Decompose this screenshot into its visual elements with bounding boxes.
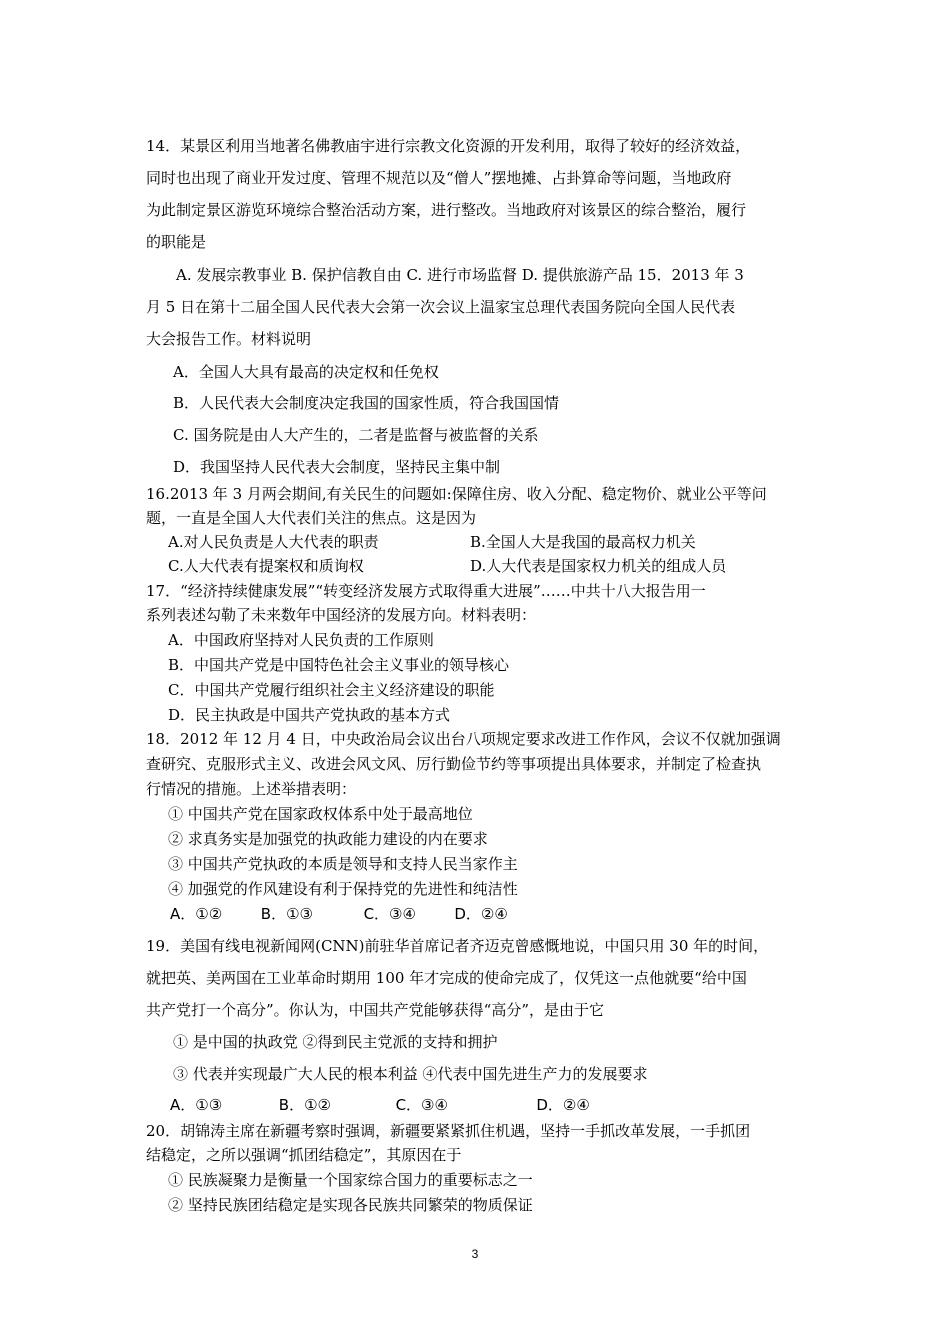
text-line: 题，一直是全国人大代表们关注的焦点。这是因为 — [146, 509, 477, 527]
text-line: ② 求真务实是加强党的执政能力建设的内在要求 — [168, 830, 488, 848]
text-line: 17．“经济持续健康发展”“转变经济发展方式取得重大进展”……中共十八大报告用一 — [146, 582, 706, 600]
text-line: 同时也出现了商业开发过度、管理不规范以及“僧人”摆地摊、占卦算命等问题，当地政府 — [146, 169, 732, 187]
text-line: 为此制定景区游览环境综合整治活动方案，进行整改。当地政府对该景区的综合整治，履行 — [146, 201, 747, 219]
text-line: ① 是中国的执政党 ②得到民主党派的支持和拥护 — [173, 1033, 498, 1051]
q19-option-a: A．①③ — [170, 1096, 223, 1114]
text-line: 大会报告工作。材料说明 — [146, 330, 312, 348]
text-line: 系列表述勾勒了未来数年中国经济的发展方向。材料表明： — [146, 606, 537, 624]
text-line: 查研究、克服形式主义、改进会风文风、厉行勤俭节约等事项提出具体要求，并制定了检查执 — [146, 755, 762, 773]
text-line: 14．某景区利用当地著名佛教庙宇进行宗教文化资源的开发利用，取得了较好的经济效益， — [146, 137, 751, 155]
text-line: A. 发展宗教事业 B. 保护信教自由 C. 进行市场监督 D. 提供旅游产品 15．2013 年 3 — [176, 266, 744, 284]
text-line: C．中国共产党履行组织社会主义经济建设的职能 — [168, 681, 495, 699]
text-line: 18．2012 年 12 月 4 日，中央政治局会议出台八项规定要求改进工作作风，会议不仅就加强调 — [146, 730, 781, 748]
text-line: D．我国坚持人民代表大会制度，坚持民主集中制 — [173, 458, 501, 476]
q19-options — [170, 1095, 840, 1115]
text-line: 就把英、美两国在工业革命时期用 100 年才完成的使命完成了，仅凭这一点他就要“给中国 — [146, 969, 747, 987]
text-line: 20．胡锦涛主席在新疆考察时强调，新疆要紧紧抓住机遇，坚持一手抓改革发展，一手抓团 — [146, 1122, 751, 1140]
text-line: C. 国务院是由人大产生的，二者是监督与被监督的关系 — [173, 426, 539, 444]
q18-option-c: C．③④ — [363, 905, 416, 923]
text-line: ③ 代表并实现最广大人民的根本利益 ④代表中国先进生产力的发展要求 — [173, 1065, 648, 1083]
text-line: ② 坚持民族团结稳定是实现各民族共同繁荣的物质保证 — [168, 1196, 533, 1214]
text-line: 结稳定，之所以强调“抓团结稳定”，其原因在于 — [146, 1146, 462, 1164]
text-line: 月 5 日在第十二届全国人民代表大会第一次会议上温家宝总理代表国务院向全国人民代表 — [146, 298, 736, 316]
text-line: A．全国人大具有最高的决定权和任免权 — [173, 363, 439, 381]
text-line: A.对人民负责是人大代表的职责 — [168, 533, 379, 551]
text-line: ① 民族凝聚力是衡量一个国家综合国力的重要标志之一 — [168, 1171, 533, 1189]
text-line: ④ 加强党的作风建设有利于保持党的先进性和纯洁性 — [168, 880, 518, 898]
text-line: 19．美国有线电视新闻网(CNN)前驻华首席记者齐迈克曾感慨地说，中国只用 30 年的时间， — [146, 937, 769, 955]
q19-option-d: D．②④ — [536, 1096, 590, 1114]
q19-option-c: C．③④ — [395, 1096, 448, 1114]
q18-option-b: B．①③ — [260, 905, 313, 923]
text-line: B.全国人大是我国的最高权力机关 — [470, 533, 696, 551]
page-number: 3 — [471, 1247, 479, 1261]
text-line: ③ 中国共产党执政的本质是领导和支持人民当家作主 — [168, 855, 518, 873]
q19-option-b: B．①② — [278, 1096, 331, 1114]
text-line: C.人大代表有提案权和质询权 — [168, 557, 364, 575]
q18-options — [170, 904, 840, 924]
text-line: 16.2013 年 3 月两会期间,有关民生的问题如:保障住房、收入分配、稳定物价、就业公平等问 — [146, 485, 767, 503]
text-line: ① 中国共产党在国家政权体系中处于最高地位 — [168, 805, 473, 823]
q18-option-a: A．①② — [170, 905, 223, 923]
text-line: B．中国共产党是中国特色社会主义事业的领导核心 — [168, 656, 510, 674]
q18-option-d: D．②④ — [454, 905, 508, 923]
text-line: D.人大代表是国家权力机关的组成人员 — [470, 557, 727, 575]
text-line: 共产党打一个高分”。你认为，中国共产党能够获得“高分”，是由于它 — [146, 1001, 605, 1019]
text-line: 行情况的措施。上述举措表明： — [146, 780, 357, 798]
text-line: D．民主执政是中国共产党执政的基本方式 — [168, 706, 451, 724]
text-line: B．人民代表大会制度决定我国的国家性质，符合我国国情 — [173, 394, 560, 412]
text-line: A．中国政府坚持对人民负责的工作原则 — [168, 631, 434, 649]
text-line: 的职能是 — [146, 233, 207, 251]
